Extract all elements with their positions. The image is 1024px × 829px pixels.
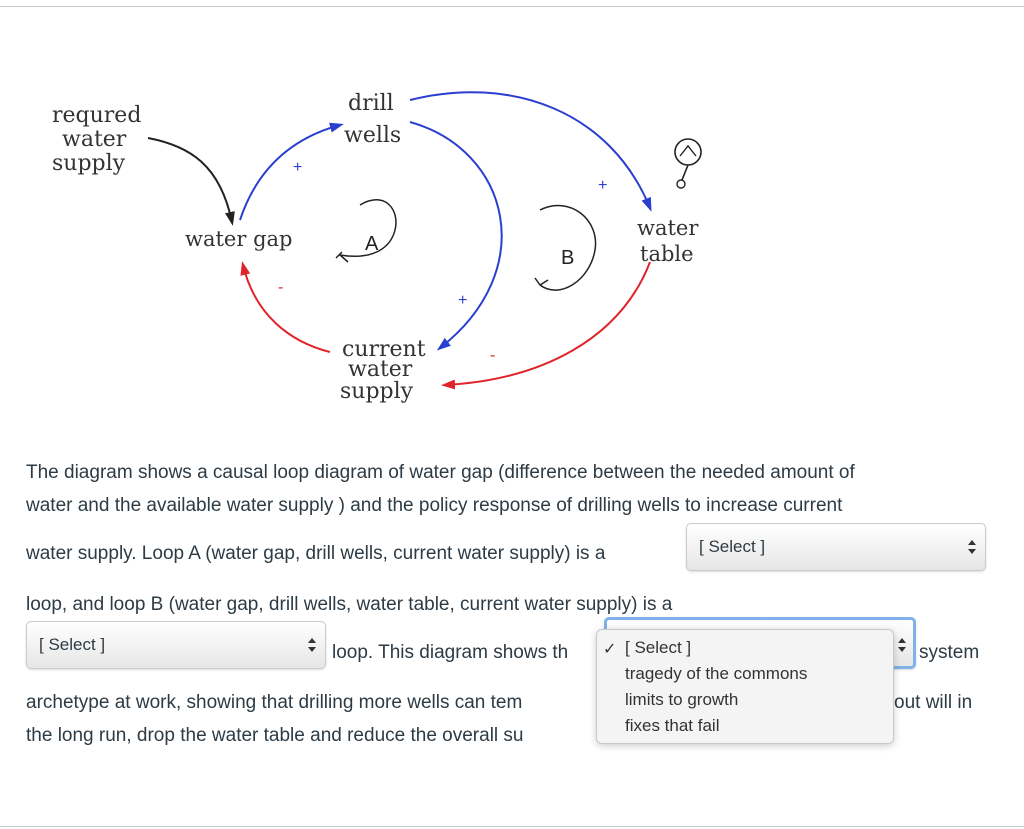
dropdown-option-fixes-that-fail[interactable]: fixes that fail bbox=[625, 716, 720, 735]
loop-b-symbol bbox=[535, 206, 596, 291]
gauge-icon bbox=[675, 139, 701, 188]
polarity-plus-1: + bbox=[293, 159, 303, 176]
question-line-4: loop, and loop B (water gap, drill wells, water table, current water supply) is a bbox=[26, 594, 673, 615]
loop-a-label: A bbox=[365, 233, 379, 255]
top-divider bbox=[0, 6, 1024, 7]
loop-a-symbol bbox=[336, 200, 396, 262]
polarity-plus-2: + bbox=[598, 177, 608, 194]
polarity-minus-2: - bbox=[490, 347, 496, 364]
archetype-dropdown-list[interactable] bbox=[596, 629, 894, 744]
label-water-gap: water gap bbox=[185, 227, 293, 251]
loop-a-select[interactable] bbox=[686, 523, 986, 571]
question-line-6-start: archetype at work, showing that drilling more wells can tem bbox=[26, 692, 523, 713]
link-drill-to-current bbox=[410, 122, 502, 348]
bottom-divider bbox=[0, 826, 1024, 827]
check-icon: ✓ bbox=[603, 641, 617, 658]
select-arrows-icon bbox=[307, 636, 317, 654]
select-arrows-icon bbox=[967, 538, 977, 556]
link-current-to-gap bbox=[243, 265, 330, 352]
question-line-1: The diagram shows a causal loop diagram of water gap (difference between the needed amount of bbox=[26, 462, 855, 483]
question-line-7: the long run, drop the water table and reduce the overall su bbox=[26, 725, 524, 746]
dropdown-option-select[interactable]: [ Select ] bbox=[625, 638, 692, 657]
polarity-minus-1: - bbox=[278, 279, 284, 296]
loop-b-select[interactable] bbox=[26, 621, 326, 669]
dropdown-option-tragedy-of-the-commons[interactable]: tragedy of the commons bbox=[625, 664, 808, 683]
polarity-plus-3: + bbox=[458, 292, 468, 309]
dropdown-option-limits-to-growth[interactable]: limits to growth bbox=[625, 690, 739, 709]
label-drill-wells: drill wells bbox=[344, 91, 402, 148]
causal-loop-diagram bbox=[40, 80, 740, 420]
link-gap-to-drill bbox=[240, 125, 340, 220]
link-required-to-gap bbox=[148, 138, 232, 222]
link-drill-to-table bbox=[410, 92, 650, 208]
question-line-5: loop. This diagram shows th bbox=[332, 642, 569, 663]
question-line-2: water and the available water supply ) and the policy response of drilling wells to increase current bbox=[26, 495, 843, 516]
select-arrows-icon bbox=[897, 636, 907, 654]
question-line-3: water supply. Loop A (water gap, drill wells, current water supply) is a bbox=[26, 543, 606, 564]
question-line-6-end: out will in bbox=[894, 692, 973, 713]
loop-b-select-value: [ Select ] bbox=[39, 635, 106, 654]
loop-b-label: B bbox=[561, 247, 575, 269]
label-current-water-supply: current water supply bbox=[340, 337, 426, 404]
label-required-water-supply: requred water supply bbox=[52, 103, 142, 176]
loop-a-select-value: [ Select ] bbox=[699, 537, 766, 556]
question-line-5-end: system bbox=[919, 642, 980, 663]
label-water-table: water table bbox=[637, 216, 699, 266]
